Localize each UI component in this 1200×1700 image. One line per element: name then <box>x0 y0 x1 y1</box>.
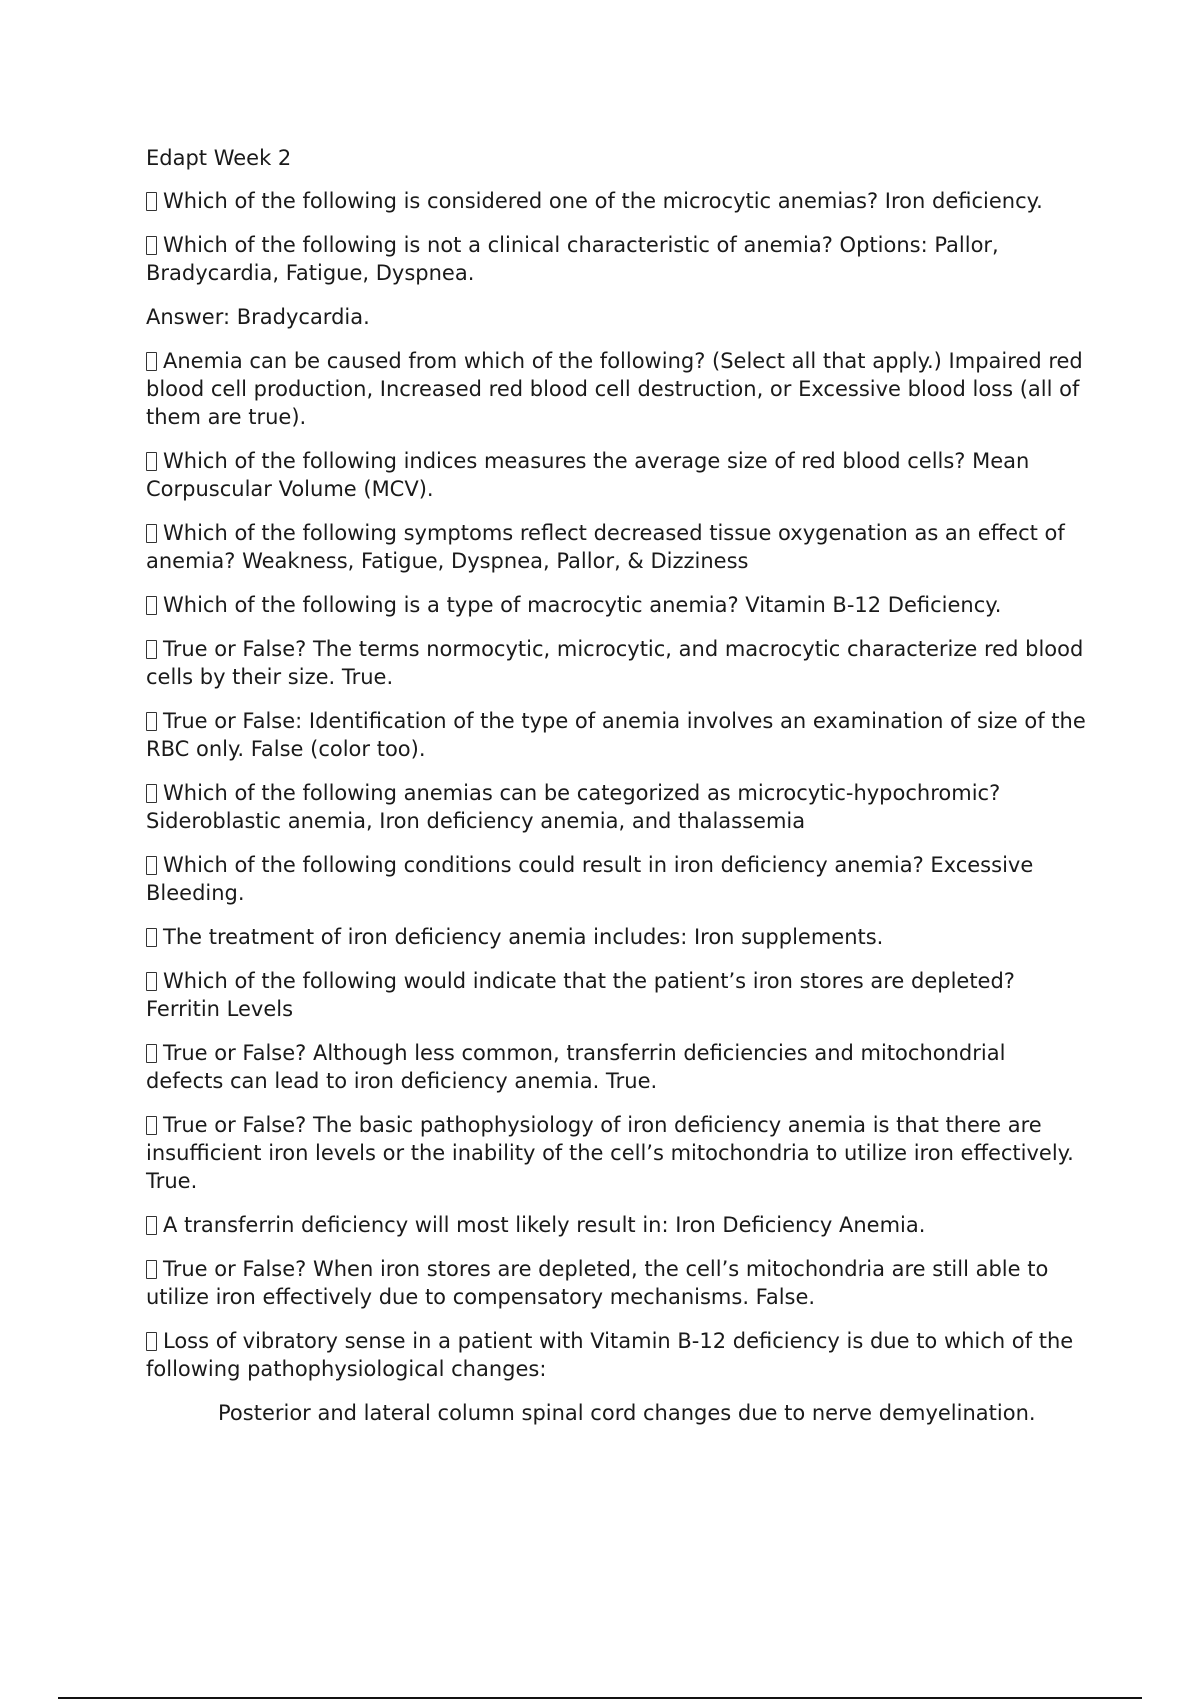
question-item <box>146 1039 1086 1095</box>
question-item <box>146 967 1086 1023</box>
question-text: Which of the following anemias can be categorized as microcytic-hypochromic? Sideroblastic anemia, Iron deficiency anemia, and thalassemia <box>146 781 1001 833</box>
bullet-box-icon <box>146 856 157 875</box>
bullet-box-icon <box>146 928 157 947</box>
question-item <box>146 1255 1086 1311</box>
bullet-box-icon <box>146 1260 157 1279</box>
question-item <box>146 447 1086 503</box>
document-title: Edapt Week 2 <box>146 146 292 170</box>
question-text: Loss of vibratory sense in a patient with Vitamin B-12 deficiency is due to which of the following pathophysiological changes: <box>146 1329 1074 1381</box>
question-text: True or False? When iron stores are depleted, the cell’s mitochondria are still able to utilize iron effectively due to compensatory mechanisms. False. <box>146 1257 1049 1309</box>
question-item <box>146 1211 1086 1239</box>
question-text: Which of the following conditions could result in iron deficiency anemia? Excessive Bleeding. <box>146 853 1034 905</box>
indented-answer: Posterior and lateral column spinal cord changes due to nerve demyelination. <box>218 1401 1036 1425</box>
bullet-box-icon <box>146 452 157 471</box>
bullet-box-icon <box>146 640 157 659</box>
bullet-box-icon <box>146 712 157 731</box>
answer-text: Answer: Bradycardia. <box>146 305 370 329</box>
question-item <box>146 1327 1086 1383</box>
question-item <box>146 519 1086 575</box>
bullet-box-icon <box>146 236 157 255</box>
question-text: Which of the following is considered one of the microcytic anemias? Iron deficiency. <box>163 189 1043 213</box>
footer-rule <box>58 1697 1142 1699</box>
question-item <box>146 1111 1086 1195</box>
question-item <box>146 347 1086 431</box>
question-text: True or False? The terms normocytic, microcytic, and macrocytic characterize red blood cells by their size. True. <box>146 637 1084 689</box>
question-item <box>146 231 1086 287</box>
question-item <box>146 923 1086 951</box>
question-text: The treatment of iron deficiency anemia includes: Iron supplements. <box>163 925 884 949</box>
bullet-box-icon <box>146 1116 157 1135</box>
bullet-box-icon <box>146 1216 157 1235</box>
bullet-box-icon <box>146 352 157 371</box>
question-text: True or False: Identification of the type of anemia involves an examination of size of the RBC only. False (color too). <box>146 709 1086 761</box>
question-text: Which of the following is not a clinical characteristic of anemia? Options: Pallor, Bradycardia, Fatigue, Dyspnea. <box>146 233 999 285</box>
question-text: Which of the following is a type of macrocytic anemia? Vitamin B-12 Deficiency. <box>163 593 1002 617</box>
question-item <box>146 779 1086 835</box>
bullet-box-icon <box>146 192 157 211</box>
question-item <box>146 707 1086 763</box>
question-text: Anemia can be caused from which of the following? (Select all that apply.) Impaired red blood cell production, Increased red blood cell destruction, or Excessive blood loss (all of them are true). <box>146 349 1083 429</box>
question-text: Which of the following indices measures the average size of red blood cells? Mean Corpuscular Volume (MCV). <box>146 449 1030 501</box>
question-text: True or False? Although less common, transferrin deficiencies and mitochondrial defects can lead to iron deficiency anemia. True. <box>146 1041 1006 1093</box>
question-item <box>146 635 1086 691</box>
bullet-box-icon <box>146 784 157 803</box>
document-body <box>146 144 1086 1427</box>
bullet-box-icon <box>146 1332 157 1351</box>
question-item <box>146 851 1086 907</box>
question-item <box>146 591 1086 619</box>
answer-line <box>146 303 1086 331</box>
question-text: Which of the following would indicate that the patient’s iron stores are depleted? Ferritin Levels <box>146 969 1015 1021</box>
bullet-box-icon <box>146 972 157 991</box>
question-text: A transferrin deficiency will most likely result in: Iron Deficiency Anemia. <box>163 1213 926 1237</box>
bullet-box-icon <box>146 524 157 543</box>
question-text: Which of the following symptoms reflect decreased tissue oxygenation as an effect of anemia? Weakness, Fatigue, Dyspnea, Pallor, & Dizziness <box>146 521 1065 573</box>
question-text: True or False? The basic pathophysiology of iron deficiency anemia is that there are insufficient iron levels or the inability of the cell’s mitochondria to utilize iron effectively. True. <box>146 1113 1074 1193</box>
bullet-box-icon <box>146 596 157 615</box>
question-item <box>146 187 1086 215</box>
bullet-box-icon <box>146 1044 157 1063</box>
